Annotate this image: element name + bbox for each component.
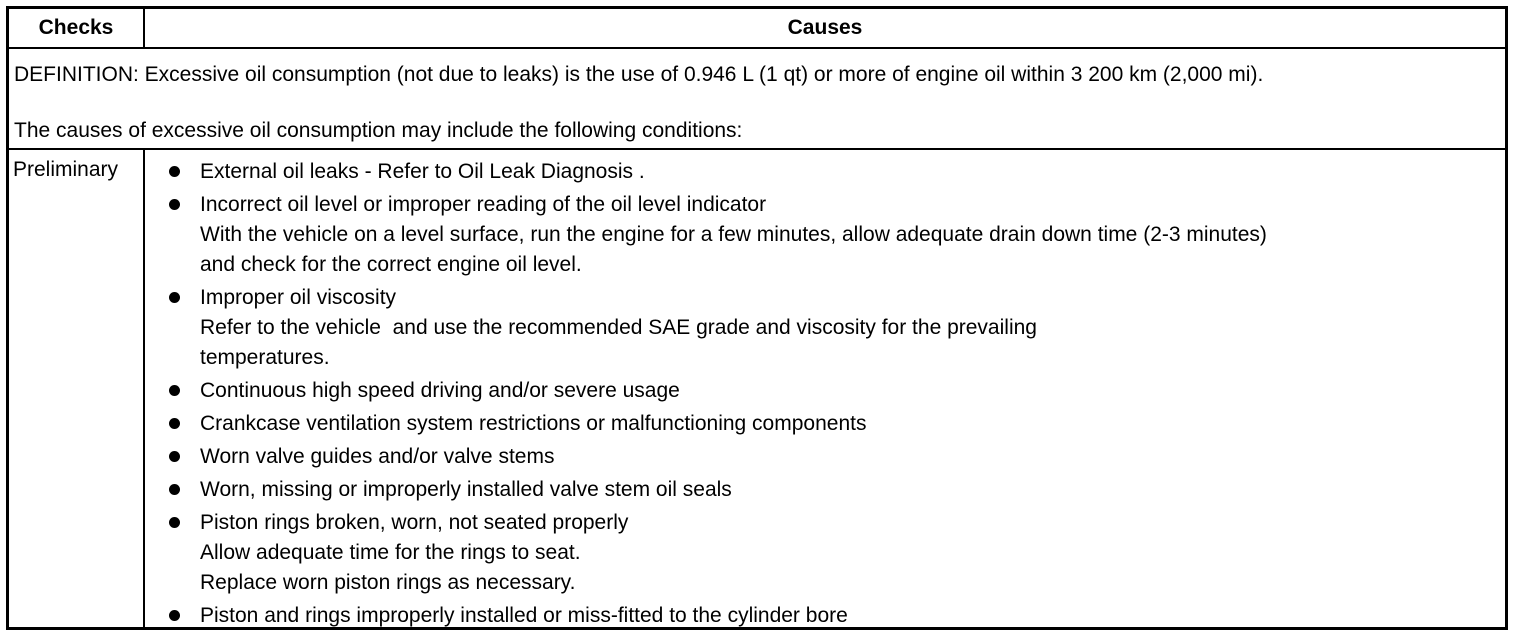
list-item (145, 601, 1505, 631)
list-item (145, 409, 1505, 439)
list-item (145, 475, 1505, 505)
list-item (145, 190, 1505, 280)
cause-text: Worn, missing or improperly installed valve stem oil seals (200, 478, 732, 501)
cause-text: Crankcase ventilation system restrictions or malfunctioning components (200, 412, 867, 435)
bullet-icon (169, 166, 180, 177)
cause-detail-text: Replace worn piston rings as necessary. (200, 571, 576, 594)
checks-column-header: Checks (9, 9, 145, 47)
bullet-icon (169, 418, 180, 429)
cause-text: Improper oil viscosity (200, 286, 397, 309)
table-header-row (9, 9, 1505, 49)
preliminary-check-label: Preliminary (9, 150, 145, 627)
preliminary-row (9, 150, 1505, 627)
cause-detail-text: Allow adequate time for the rings to seat. (200, 541, 581, 564)
cause-text: External oil leaks - Refer to Oil Leak Diagnosis . (200, 160, 645, 183)
definition-row (9, 49, 1505, 150)
cause-detail-text: With the vehicle on a level surface, run the engine for a few minutes, allow adequate drain down time (2-3 minutes) (200, 223, 1267, 246)
cause-text: Piston rings broken, worn, not seated properly (200, 511, 629, 534)
causes-list (145, 150, 1505, 627)
cause-text: Piston and rings improperly installed or miss-fitted to the cylinder bore (200, 604, 848, 627)
bullet-icon (169, 451, 180, 462)
cause-detail-text: temperatures. (200, 346, 330, 369)
list-item (145, 157, 1505, 187)
causes-intro-text: The causes of excessive oil consumption may include the following conditions: (14, 119, 743, 142)
list-item (145, 376, 1505, 406)
list-item (145, 283, 1505, 373)
list-item (145, 442, 1505, 472)
list-item (145, 508, 1505, 598)
bullet-icon (169, 292, 180, 303)
definition-text: DEFINITION: Excessive oil consumption (not due to leaks) is the use of 0.946 L (1 qt) or more of engine oil within 3 200 km (2,000 mi). (14, 63, 1264, 86)
cause-detail-text: Refer to the vehicle and use the recommended SAE grade and viscosity for the prevailing (200, 316, 1037, 339)
bullet-icon (169, 199, 180, 210)
cause-detail-text: and check for the correct engine oil level. (200, 253, 582, 276)
bullet-icon (169, 517, 180, 528)
bullet-icon (169, 610, 180, 621)
oil-consumption-table (6, 6, 1508, 630)
cause-text: Incorrect oil level or improper reading of the oil level indicator (200, 193, 767, 216)
bullet-icon (169, 484, 180, 495)
bullet-icon (169, 385, 180, 396)
cause-text: Continuous high speed driving and/or severe usage (200, 379, 680, 402)
causes-column-header: Causes (787, 16, 863, 39)
cause-text: Worn valve guides and/or valve stems (200, 445, 555, 468)
